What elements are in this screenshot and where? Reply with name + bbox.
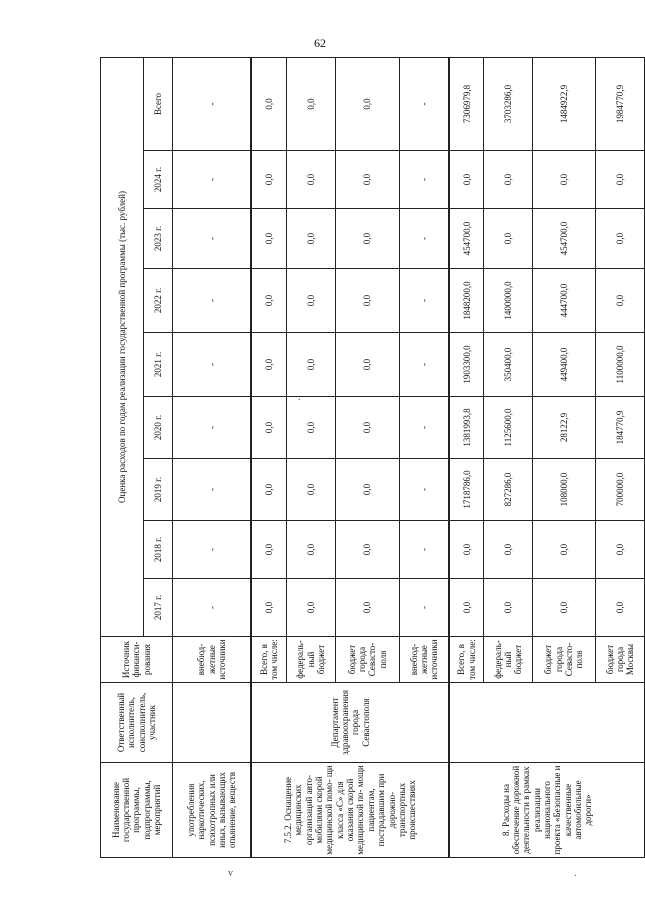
total-value: - — [173, 58, 252, 151]
measure-name: употребления наркотических, психотропных или иных, вызывающих опьянение, веществ — [173, 763, 252, 858]
header-year: 2020 г. — [144, 397, 173, 459]
measure-name: 8. Расходы на обеспечение дорожной деятельности в рамках реализации национального проекта «Безопасные и качественные автомобильные дороги» — [449, 763, 644, 858]
year-value: 0,0 — [335, 459, 399, 521]
funding-source: федераль- ный бюджет — [484, 637, 533, 683]
year-value: 0,0 — [449, 579, 484, 637]
year-value: 28122,9 — [532, 397, 595, 459]
year-value: - — [173, 333, 252, 397]
year-value: - — [399, 521, 449, 579]
year-value: 0,0 — [335, 521, 399, 579]
year-value: 0,0 — [335, 209, 399, 269]
header-year: 2022 г. — [144, 269, 173, 333]
year-value: - — [399, 333, 449, 397]
year-value: 0,0 — [532, 521, 595, 579]
header-total: Всего — [144, 58, 173, 151]
scan-mark: . — [298, 392, 301, 403]
year-value: - — [399, 459, 449, 521]
year-value: 1400000,0 — [484, 269, 533, 333]
total-value: 1984770,9 — [596, 58, 645, 151]
year-value: 0,0 — [532, 151, 595, 209]
year-value: 454700,0 — [449, 209, 484, 269]
total-value: 0,0 — [251, 58, 286, 151]
year-value: 0,0 — [251, 209, 286, 269]
year-value: 1903300,0 — [449, 333, 484, 397]
year-value: 0,0 — [251, 521, 286, 579]
header-estimate: Оценка расходов по годам реализации государственной программы (тыс. рублей) — [101, 58, 144, 637]
total-value: 1484922,9 — [532, 58, 595, 151]
year-value: 0,0 — [286, 151, 335, 209]
year-value: 0,0 — [286, 579, 335, 637]
year-value: 0,0 — [532, 579, 595, 637]
year-value: - — [399, 151, 449, 209]
header-year: 2023 г. — [144, 209, 173, 269]
year-value: 454700,0 — [532, 209, 595, 269]
header-executor: Ответственный исполнитель, соисполнитель, участник — [101, 683, 173, 763]
year-value: 0,0 — [449, 521, 484, 579]
year-value: 700000,0 — [596, 459, 645, 521]
rotated-table-wrapper — [100, 58, 645, 858]
funding-source: федераль- ный бюджет — [286, 637, 335, 683]
year-value: - — [399, 209, 449, 269]
header-year: 2024 г. — [144, 151, 173, 209]
scan-mark: . — [574, 868, 577, 879]
table-row — [173, 58, 252, 858]
year-value: 0,0 — [484, 209, 533, 269]
year-value: 350400,0 — [484, 333, 533, 397]
year-value: - — [173, 151, 252, 209]
budget-table — [100, 57, 645, 858]
total-value: 7306979,8 — [449, 58, 484, 151]
year-value: - — [399, 579, 449, 637]
year-value: 0,0 — [286, 459, 335, 521]
year-value: 0,0 — [335, 397, 399, 459]
funding-source: Всего, в том числе: — [449, 637, 484, 683]
total-value: 0,0 — [335, 58, 399, 151]
year-value: 0,0 — [251, 269, 286, 333]
year-value: 0,0 — [484, 151, 533, 209]
measure-name: 7.5.2. Оснащение медицинских организаций авто- мобилями скорой медицинской помо- щи класса «С» для оказания скорой медицинской по- мощи пациентам, пострадавшим при дорожно- транспортных происшествиях — [251, 763, 449, 858]
year-value: 0,0 — [335, 579, 399, 637]
year-value: - — [399, 269, 449, 333]
funding-source: бюджет города Севасто- поля — [335, 637, 399, 683]
year-value: 0,0 — [484, 521, 533, 579]
year-value: 0,0 — [335, 151, 399, 209]
year-value: 0,0 — [449, 151, 484, 209]
funding-source: Всего, в том числе: — [251, 637, 286, 683]
year-value: 0,0 — [286, 397, 335, 459]
year-value: 0,0 — [596, 579, 645, 637]
year-value: 1848200,0 — [449, 269, 484, 333]
year-value: 0,0 — [286, 333, 335, 397]
year-value: 0,0 — [251, 397, 286, 459]
year-value: 0,0 — [596, 269, 645, 333]
year-value: - — [173, 579, 252, 637]
year-value: 0,0 — [251, 459, 286, 521]
table-row — [251, 58, 286, 858]
year-value: 1381993,8 — [449, 397, 484, 459]
funding-source: бюджет города Москвы — [596, 637, 645, 683]
responsible-executor: Департамент здравоохранения города Севастополя — [251, 683, 449, 763]
year-value: - — [173, 269, 252, 333]
year-value: - — [173, 397, 252, 459]
responsible-executor — [173, 683, 252, 763]
year-value: 0,0 — [251, 151, 286, 209]
total-value: 0,0 — [286, 58, 335, 151]
year-value: 0,0 — [251, 333, 286, 397]
header-source: Источник финанси- рования — [101, 637, 173, 683]
year-value: 0,0 — [596, 151, 645, 209]
header-year: 2019 г. — [144, 459, 173, 521]
page-number: 62 — [314, 36, 326, 50]
year-value: 0,0 — [335, 269, 399, 333]
year-value: 0,0 — [286, 521, 335, 579]
header-year: 2021 г. — [144, 333, 173, 397]
year-value: 827286,0 — [484, 459, 533, 521]
year-value: 108000,0 — [532, 459, 595, 521]
year-value: 1100000,0 — [596, 333, 645, 397]
table-row — [449, 58, 484, 858]
year-value: 0,0 — [251, 579, 286, 637]
year-value: 449400,0 — [532, 333, 595, 397]
total-value: - — [399, 58, 449, 151]
year-value: - — [173, 521, 252, 579]
year-value: 0,0 — [596, 521, 645, 579]
year-value: 0,0 — [286, 209, 335, 269]
year-value: 0,0 — [286, 269, 335, 333]
year-value: 0,0 — [484, 579, 533, 637]
year-value: 444700,0 — [532, 269, 595, 333]
funding-source: внебюд- жетные источники — [173, 637, 252, 683]
total-value: 3703286,0 — [484, 58, 533, 151]
year-value: - — [399, 397, 449, 459]
year-value: 0,0 — [596, 209, 645, 269]
funding-source: внебюд- жетные источники — [399, 637, 449, 683]
year-value: 1125600,0 — [484, 397, 533, 459]
responsible-executor — [449, 683, 644, 763]
header-name: Наименование государственной программы, подпрограммы, мероприятий — [101, 763, 173, 858]
scan-mark: v — [228, 868, 233, 879]
year-value: 184770,9 — [596, 397, 645, 459]
funding-source: бюджет города Севасто- поля — [532, 637, 595, 683]
header-year: 2017 г. — [144, 579, 173, 637]
header-year: 2018 г. — [144, 521, 173, 579]
year-value: - — [173, 209, 252, 269]
year-value: 0,0 — [335, 333, 399, 397]
year-value: 1718786,0 — [449, 459, 484, 521]
table-stage — [100, 58, 645, 858]
year-value: - — [173, 459, 252, 521]
